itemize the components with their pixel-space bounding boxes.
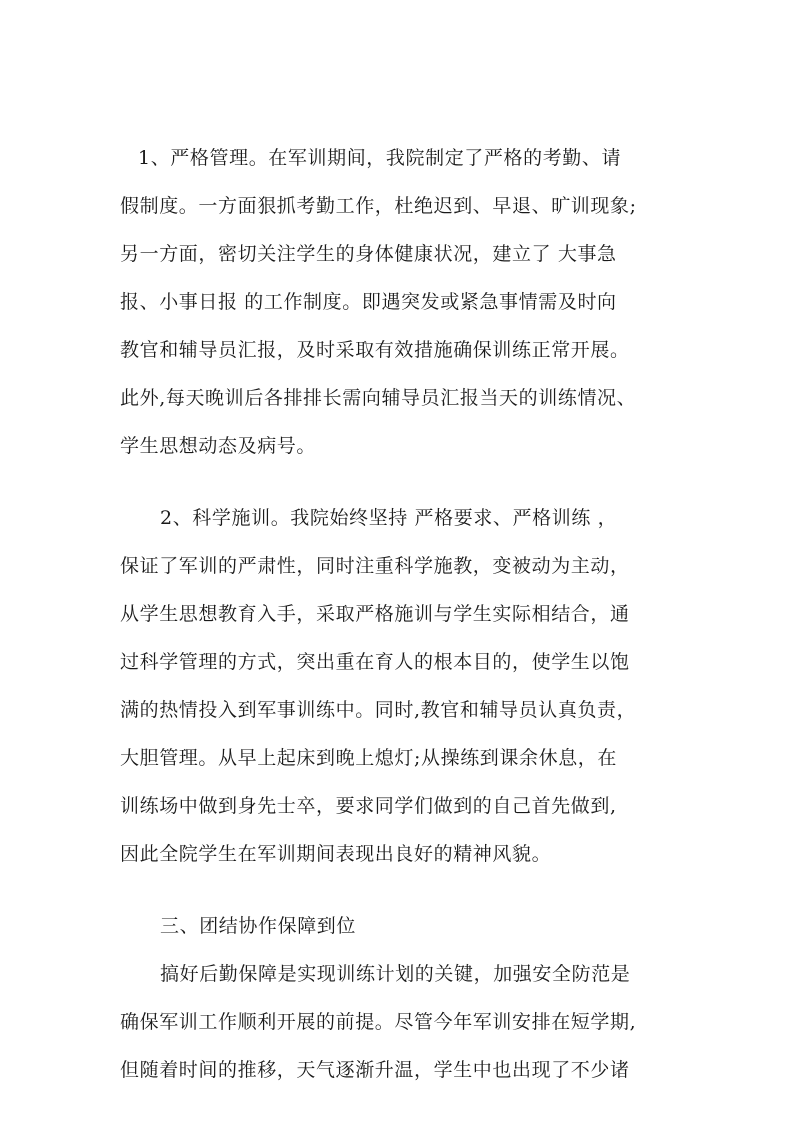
text-line: 报、小事日报 的工作制度。即遇突发或紧急事情需及时向 <box>120 291 617 313</box>
section-heading: 三、团结协作保障到位 <box>160 915 357 937</box>
text-line: 但随着时间的推移，天气逐渐升温，学生中也出现了不少诸 <box>120 1059 630 1081</box>
text-line: 训练场中做到身先士卒，要求同学们做到的自己首先做到, <box>120 795 617 817</box>
text-line: 过科学管理的方式，突出重在育人的根本目的，使学生以饱 <box>120 651 630 673</box>
text-line: 此外,每天晚训后各排排长需向辅导员汇报当天的训练情况、 <box>120 387 637 409</box>
text-line: 假制度。一方面狠抓考勤工作，杜绝迟到、早退、旷训现象; <box>120 195 637 217</box>
text-line: 确保军训工作顺利开展的前提。尽管今年军训安排在短学期, <box>120 1011 637 1033</box>
text-line: 大胆管理。从早上起床到晚上熄灯;从操练到课余休息，在 <box>120 747 618 769</box>
text-line: 2、科学施训。我院始终坚持 严格要求、严格训练 ， <box>160 507 618 529</box>
text-line: 教官和辅导员汇报，及时采取有效措施确保训练正常开展。 <box>120 339 630 361</box>
text-line: 另一方面，密切关注学生的身体健康状况，建立了 大事急 <box>120 243 617 265</box>
text-line: 搞好后勤保障是实现训练计划的关键，加强安全防范是 <box>160 963 631 985</box>
text-line: 1、严格管理。在军训期间，我院制定了严格的考勤、请 <box>138 147 622 169</box>
text-line: 保证了军训的严肃性，同时注重科学施教，变被动为主动， <box>120 555 630 577</box>
text-line: 因此全院学生在军训期间表现出良好的精神风貌。 <box>120 843 552 865</box>
text-line: 满的热情投入到军事训练中。同时,教官和辅导员认真负责， <box>120 699 637 721</box>
text-line: 从学生思想教育入手，采取严格施训与学生实际相结合，通 <box>120 603 630 625</box>
text-line: 学生思想动态及病号。 <box>120 435 317 457</box>
